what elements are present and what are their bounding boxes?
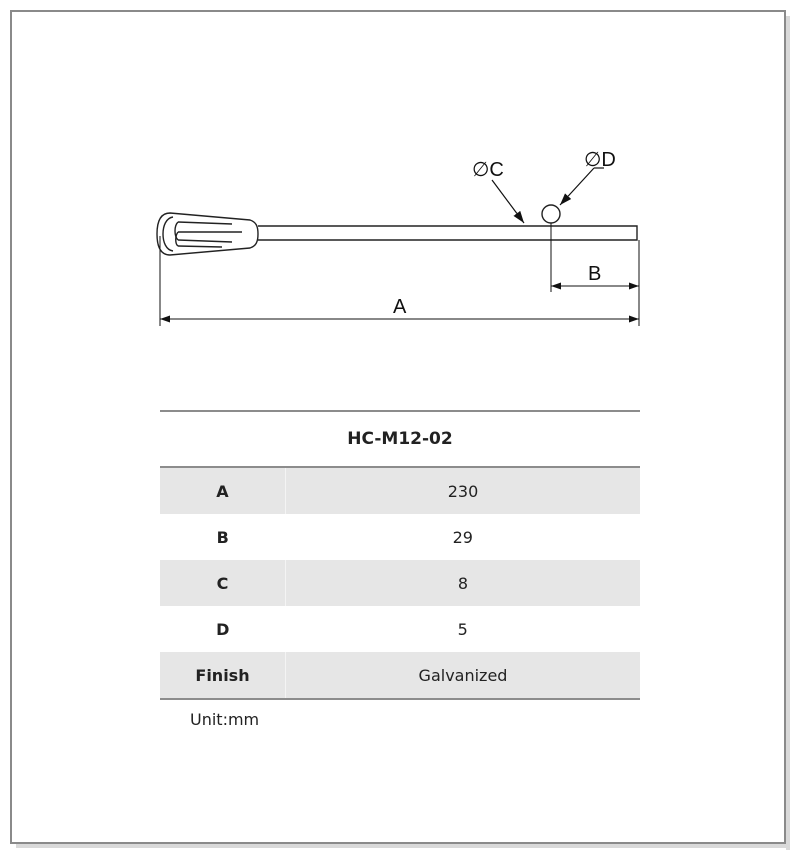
hook-rod — [258, 226, 637, 240]
spec-table — [160, 410, 640, 700]
leader-c — [492, 180, 524, 223]
leader-d — [560, 168, 604, 205]
spec-table-model: HC-M12-02 — [160, 411, 640, 467]
row-value: 29 — [452, 527, 473, 547]
label-dim-d: ∅D — [584, 149, 616, 171]
table-row — [160, 560, 640, 606]
row-key: B — [216, 527, 229, 547]
table-row — [160, 514, 640, 560]
row-value: 5 — [457, 619, 468, 639]
row-key: D — [216, 619, 230, 639]
table-row — [160, 467, 640, 514]
label-dim-c: ∅C — [472, 159, 504, 181]
table-row — [160, 606, 640, 652]
row-value: 230 — [286, 467, 641, 514]
label-dim-b: B — [588, 263, 602, 285]
row-value: Galvanized — [286, 652, 641, 699]
row-value: 8 — [286, 560, 641, 606]
hook-ball — [542, 205, 560, 223]
row-key: A — [160, 467, 286, 514]
row-key: C — [160, 560, 286, 606]
table-row — [160, 652, 640, 699]
hook-handle — [157, 213, 258, 255]
technical-drawing — [0, 0, 800, 400]
label-dim-a: A — [393, 296, 407, 318]
row-key: Finish — [160, 652, 286, 699]
frame-shadow — [16, 844, 790, 848]
unit-note: Unit:mm — [190, 710, 260, 729]
